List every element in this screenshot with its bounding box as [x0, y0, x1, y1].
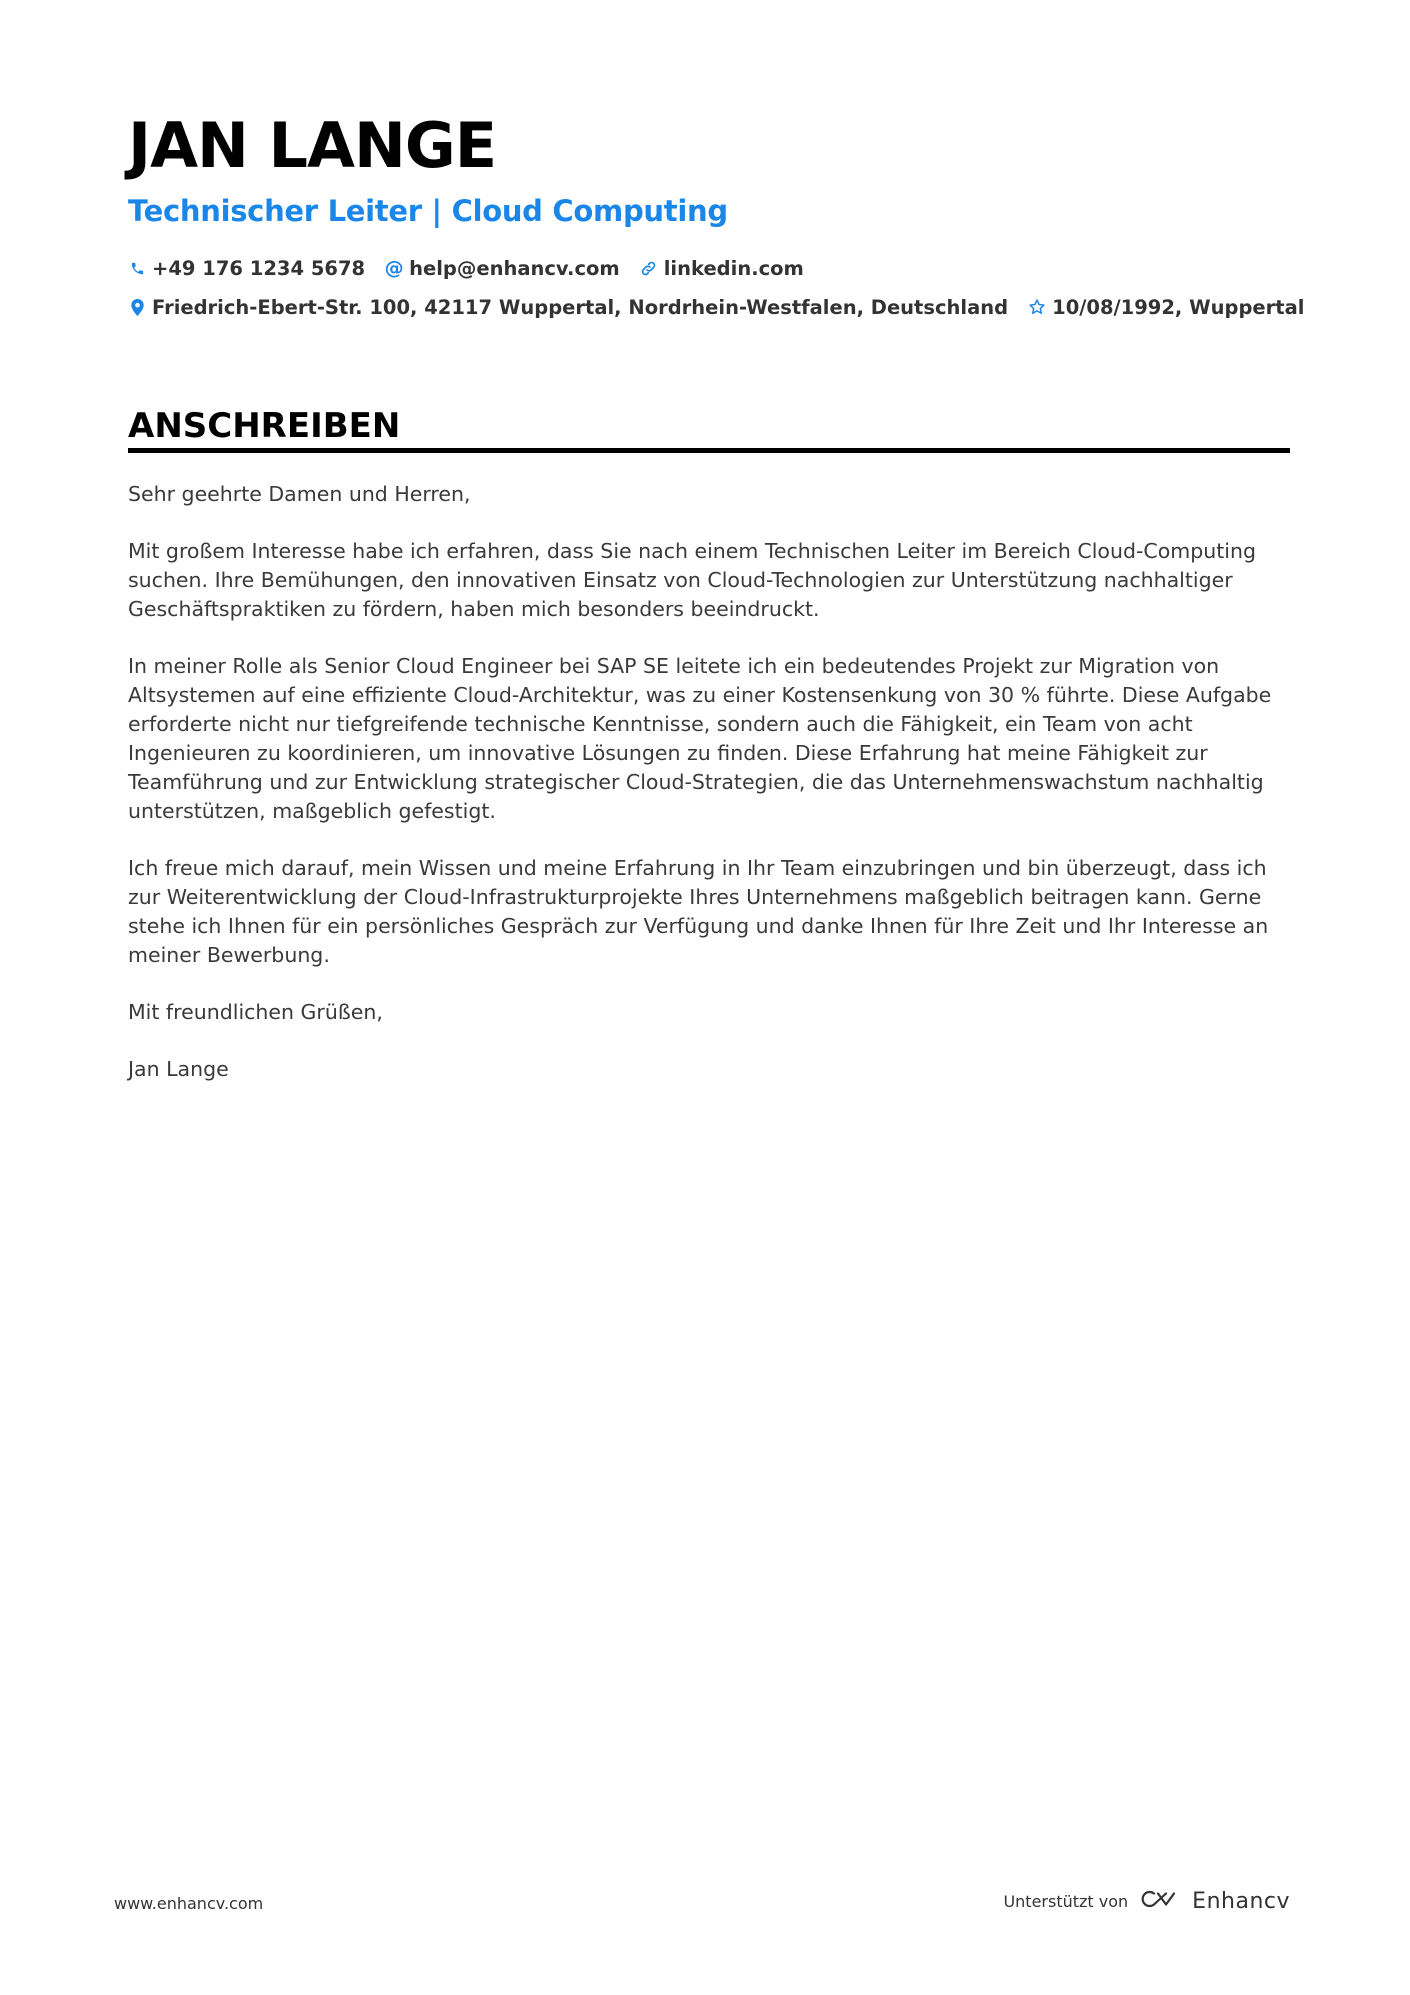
contact-row-primary	[128, 254, 824, 282]
letter-signature: Jan Lange	[128, 1057, 229, 1081]
section-title: ANSCHREIBEN	[128, 406, 401, 446]
letter-body	[128, 480, 1298, 1112]
address-text: Friedrich-Ebert-Str. 100, 42117 Wuppertal, Nordrhein-Westfalen, Deutschland	[152, 295, 1009, 319]
footer-branding	[1003, 1887, 1290, 1915]
candidate-name: JAN LANGE	[128, 109, 497, 182]
letter-paragraph: Mit großem Interesse habe ich erfahren, dass Sie nach einem Technischen Leiter im Bereich Cloud-Computing suchen. Ihre Bemühungen, den innovativen Einsatz von Cloud-Technologien zur Unterstützung nachhaltiger Geschäftspraktiken zu fördern, haben mich besonders beeindruckt.	[128, 539, 1256, 621]
candidate-title: Technischer Leiter | Cloud Computing	[128, 194, 728, 228]
letter-paragraph: Ich freue mich darauf, mein Wissen und meine Erfahrung in Ihr Team einzubringen und bin überzeugt, dass ich zur Weiterentwicklung der Cloud-Infrastrukturprojekte Ihres Unternehmens maßgeblich beitragen kann. Gerne stehe ich Ihnen für ein persönliches Gespräch zur Verfügung und danke Ihnen für Ihre Zeit und Ihr Interesse an meiner Bewerbung.	[128, 856, 1269, 967]
contact-linkedin[interactable]	[640, 257, 804, 280]
brand-name: Enhancv	[1192, 1888, 1290, 1914]
letter-closing: Mit freundlichen Grüßen,	[128, 1000, 383, 1024]
phone-icon	[128, 257, 146, 279]
letter-paragraph: In meiner Rolle als Senior Cloud Engineer bei SAP SE leitete ich ein bedeutendes Projekt zur Migration von Altsystemen auf eine effiziente Cloud-Architektur, was zu einer Kostensenkung von 30 % führte. Diese Aufgabe erforderte nicht nur tiefgreifende technische Kenntnisse, sondern auch die Fähigkeit, ein Team von acht Ingenieuren zu koordinieren, um innovative Lösungen zu finden. Diese Erfahrung hat meine Fähigkeit zur Teamführung und zur Entwicklung strategischer Cloud-Strategien, die das Unternehmenswachstum nachhaltig unterstützen, maßgeblich gefestigt.	[128, 654, 1272, 823]
enhancv-logo-icon	[1140, 1887, 1184, 1915]
at-icon: @	[384, 256, 404, 279]
contact-row-secondary	[128, 293, 1324, 321]
contact-email[interactable]	[385, 257, 620, 280]
link-icon	[640, 257, 658, 279]
linkedin-text[interactable]: linkedin.com	[663, 256, 804, 280]
letter-salutation: Sehr geehrte Damen und Herren,	[128, 482, 471, 506]
contact-address	[128, 296, 1008, 319]
phone-text: +49 176 1234 5678	[152, 256, 366, 280]
footer-website[interactable]: www.enhancv.com	[114, 1894, 264, 1913]
powered-by-label: Unterstützt von	[1003, 1891, 1129, 1911]
section-divider	[128, 448, 1290, 453]
contact-birth	[1028, 296, 1304, 319]
star-icon	[1028, 296, 1046, 318]
birth-text: 10/08/1992, Wuppertal	[1052, 295, 1305, 319]
contact-phone	[128, 257, 365, 280]
email-text[interactable]: help@enhancv.com	[409, 256, 620, 280]
location-icon	[128, 296, 146, 318]
